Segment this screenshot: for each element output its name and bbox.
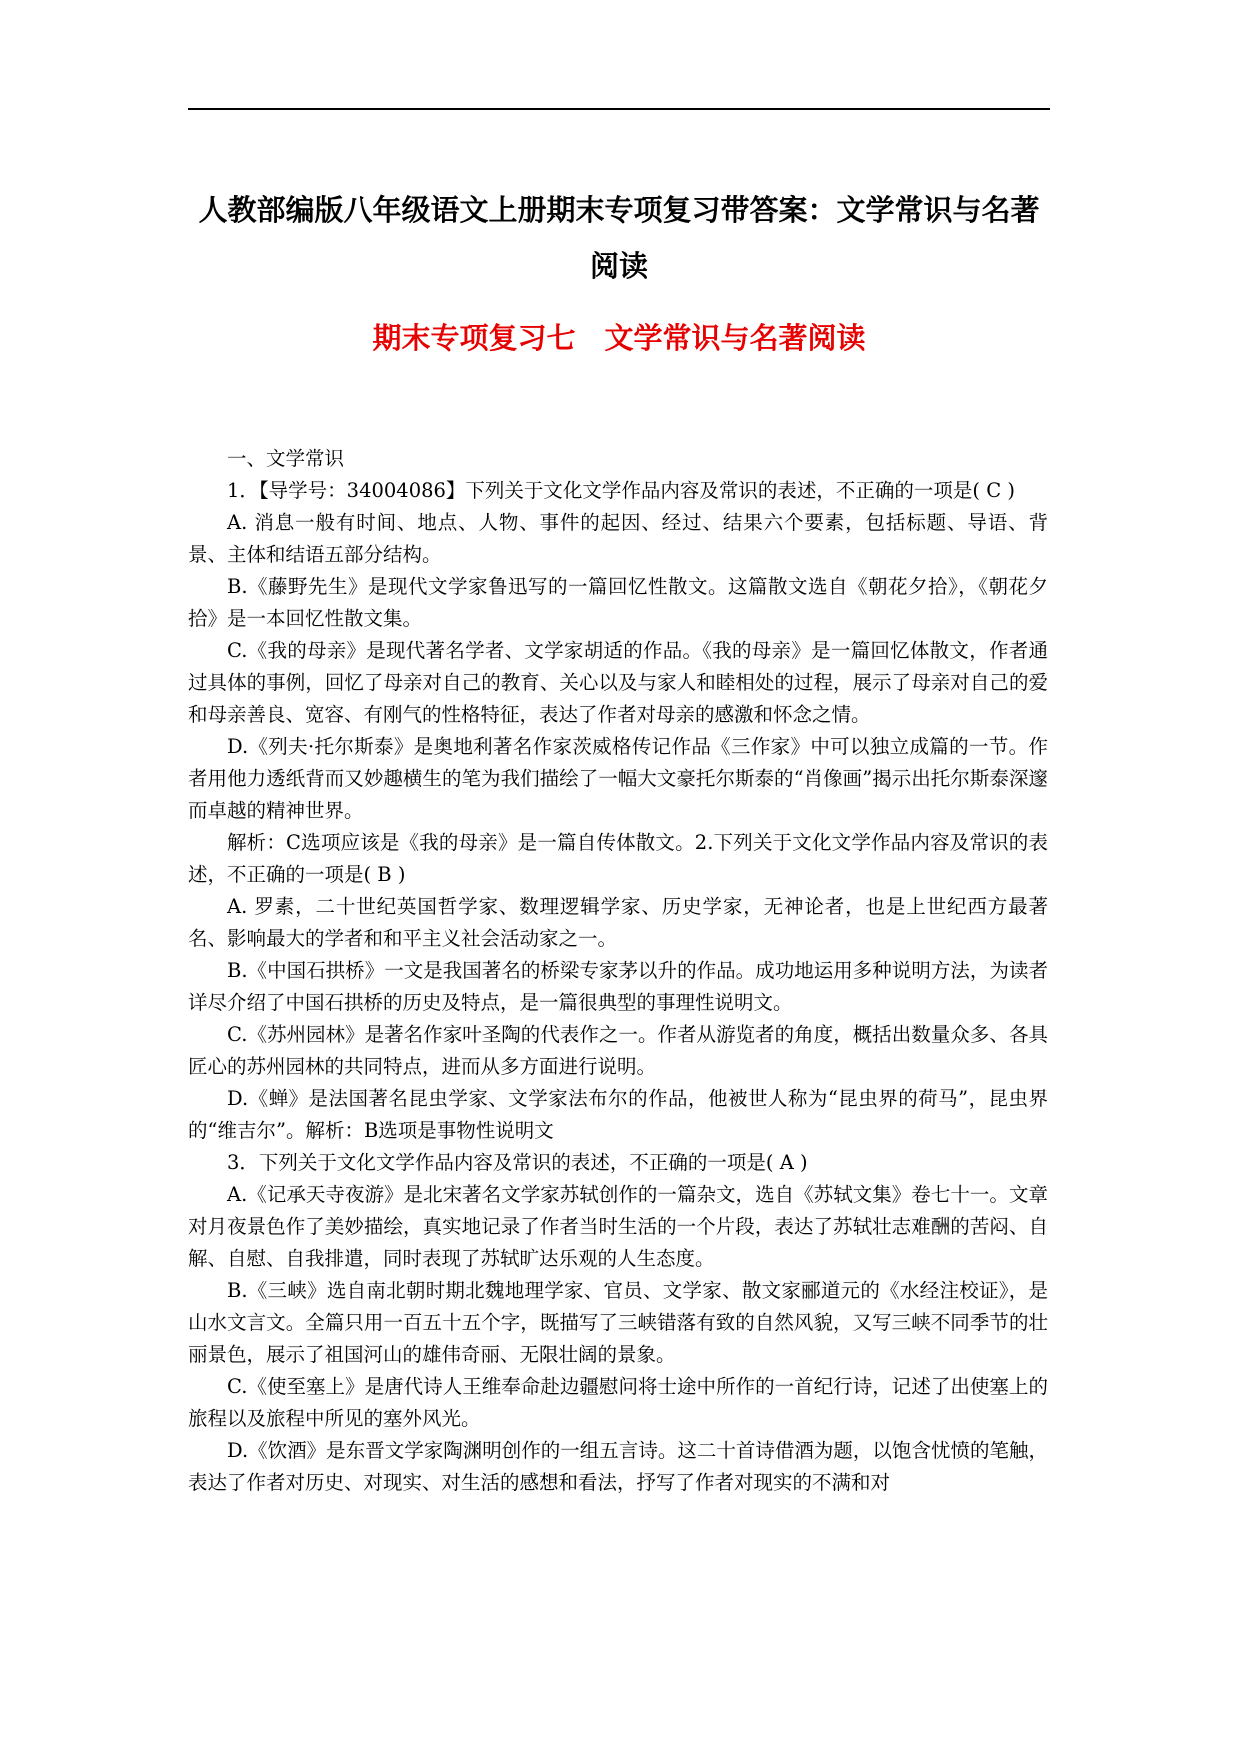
document-subtitle: 期末专项复习七 文学常识与名著阅读 [372, 321, 866, 355]
question-1: 1．【导学号：34004086】下列关于文化文学作品内容及常识的表述，不正确的一项是( C ) [227, 479, 1015, 502]
question-3-option-d: D.《饮酒》是东晋文学家陶渊明创作的一组五言诗。这二十首诗借酒为题，以饱含忧愤的笔触，表达了作者对历史、对现实、对生活的感想和看法，抒写了作者对现实的不满和对 [188, 1439, 1048, 1494]
question-1-option-b: B.《藤野先生》是现代文学家鲁迅写的一篇回忆性散文。这篇散文选自《朝花夕拾》，《朝花夕拾》是一本回忆性散文集。 [188, 575, 1048, 630]
question-1-option-d: D.《列夫·托尔斯泰》是奥地利著名作家茨威格传记作品《三作家》中可以独立成篇的一节。作者用他力透纸背而又妙趣横生的笔为我们描绘了一幅大文豪托尔斯泰的“肖像画”揭示出托尔斯泰深邃而卓越的精神世界。 [188, 735, 1048, 822]
question-2-option-b: B.《中国石拱桥》一文是我国著名的桥梁专家茅以升的作品。成功地运用多种说明方法，为读者详尽介绍了中国石拱桥的历史及特点，是一篇很典型的事理性说明文。 [188, 959, 1048, 1014]
question-2-option-c: C.《苏州园林》是著名作家叶圣陶的代表作之一。作者从游览者的角度，概括出数量众多、各具匠心的苏州园林的共同特点，进而从多方面进行说明。 [188, 1023, 1048, 1078]
document-title: 人教部编版八年级语文上册期末专项复习带答案：文学常识与名著阅读 [198, 193, 1040, 283]
question-3-option-c: C.《使至塞上》是唐代诗人王维奉命赴边疆慰问将士途中所作的一首纪行诗，记述了出使塞上的旅程以及旅程中所见的塞外风光。 [188, 1375, 1048, 1430]
header-rule [188, 108, 1050, 110]
question-1-analysis: 解析：C选项应该是《我的母亲》是一篇自传体散文。2.下列关于文化文学作品内容及常识的表述，不正确的一项是( B ) [188, 831, 1048, 886]
question-3-option-b: B.《三峡》选自南北朝时期北魏地理学家、官员、文学家、散文家郦道元的《水经注校证》，是山水文言文。全篇只用一百五十五个字，既描写了三峡错落有致的自然风貌，又写三峡不同季节的壮丽景色，展示了祖国河山的雄伟奇丽、无限壮阔的景象。 [188, 1279, 1048, 1366]
question-1-option-a: A. 消息一般有时间、地点、人物、事件的起因、经过、结果六个要素，包括标题、导语、背景、主体和结语五部分结构。 [188, 511, 1048, 566]
question-3-option-a: A.《记承天寺夜游》是北宋著名文学家苏轼创作的一篇杂文，选自《苏轼文集》卷七十一。文章对月夜景色作了美妙描绘，真实地记录了作者当时生活的一个片段，表达了苏轼壮志难酬的苦闷、自解、自慰、自我排遣，同时表现了苏轼旷达乐观的人生态度。 [188, 1183, 1048, 1270]
question-1-option-c: C.《我的母亲》是现代著名学者、文学家胡适的作品。《我的母亲》是一篇回忆体散文，作者通过具体的事例，回忆了母亲对自己的教育、关心以及与家人和睦相处的过程，展示了母亲对自己的爱和母亲善良、宽容、有刚气的性格特征，表达了作者对母亲的感激和怀念之情。 [188, 639, 1048, 726]
document-body [188, 443, 1048, 1499]
section-heading: 一、文学常识 [227, 447, 345, 470]
question-2-option-d: D.《蝉》是法国著名昆虫学家、文学家法布尔的作品，他被世人称为“昆虫界的荷马”，昆虫界的“维吉尔”。解析：B选项是事物性说明文 [188, 1087, 1048, 1142]
question-2-option-a: A. 罗素，二十世纪英国哲学家、数理逻辑学家、历史学家，无神论者，也是上世纪西方最著名、影响最大的学者和和平主义社会活动家之一。 [188, 895, 1048, 950]
question-3: 3．下列关于文化文学作品内容及常识的表述，不正确的一项是( A ) [227, 1151, 808, 1174]
